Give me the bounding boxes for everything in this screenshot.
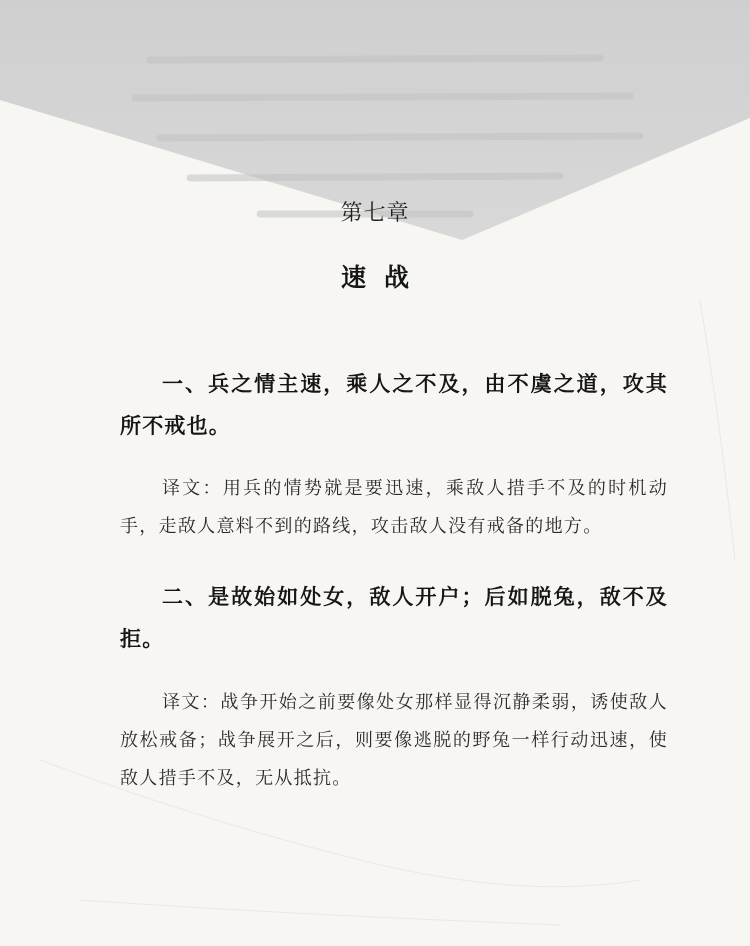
translation-2: 译文：战争开始之前要像处女那样显得沉静柔弱，诱使敌人放松戒备；战争展开之后，则要像逃脱的野兔一样行动迅速，使敌人措手不及，无从抵抗。	[120, 692, 668, 789]
chapter-title: 速战	[340, 263, 427, 292]
chapter-number: 第七章	[340, 201, 410, 226]
verse-1: 一、兵之情主速，乘人之不及，由不虞之道，攻其所不戒也。	[120, 371, 668, 438]
verse-2: 二、是故始如处女，敌人开户；后如脱兔，敌不及拒。	[120, 584, 668, 651]
translation-1: 译文：用兵的情势就是要迅速，乘敌人措手不及的时机动手，走敌人意料不到的路线，攻击敌人没有戒备的地方。	[120, 478, 668, 537]
